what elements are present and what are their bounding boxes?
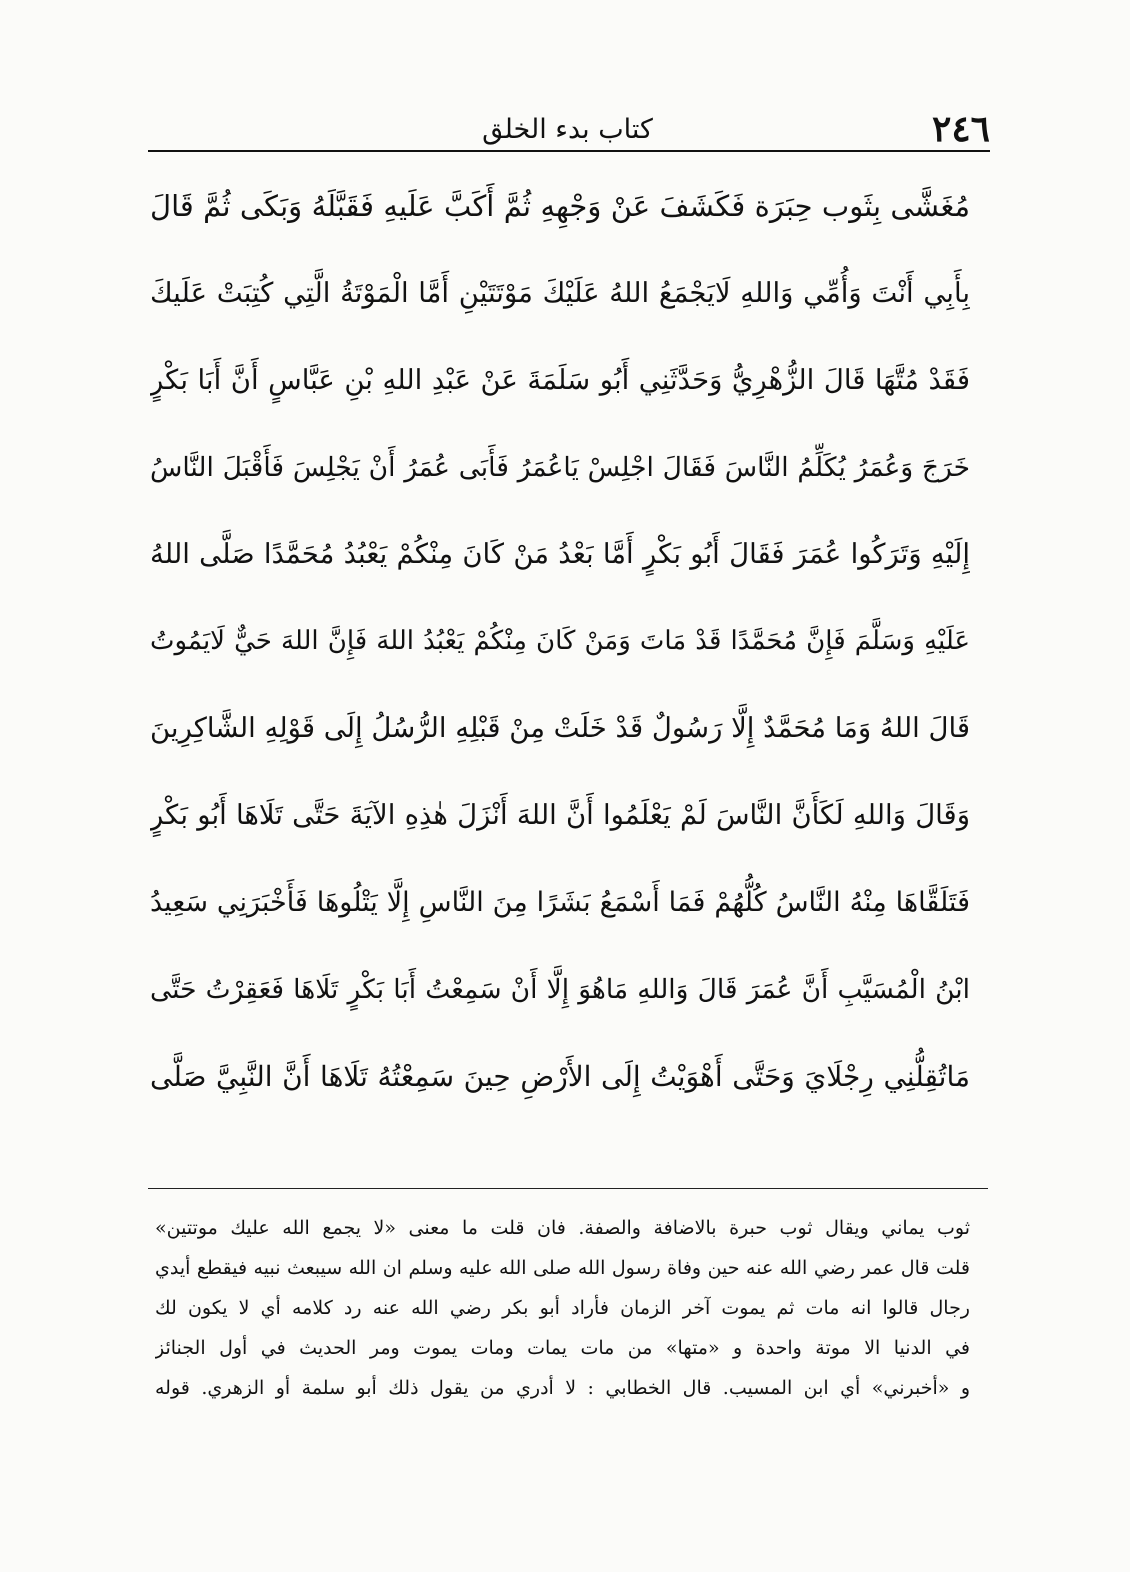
text-line: فَتَلَقَّاهَا مِنْهُ النَّاسُ كُلُّهُمْ فَمَا أَسْمَعُ بَشَرًا مِنَ النَّاسِ إِلَّا يَتْلُوهَا فَأَخْبَرَنِي سَعِيدُ (150, 887, 970, 918)
footnote-line: قلت قال عمر رضي الله عنه حين وفاة رسول الله صلى الله عليه وسلم ان الله سيبعث نبيه فيقطع أيدي (155, 1257, 970, 1279)
text-line: مُغَشَّى بِثَوب حِبَرَة فَكَشَفَ عَنْ وَجْهِهِ ثُمَّ أَكَبَّ عَلَيهِ فَقَبَّلَهُ وَبَكَى ثُمَّ قَالَ (150, 189, 970, 223)
main-text-block (150, 163, 970, 1120)
footnotes-block (155, 1208, 970, 1408)
text-line: وَقَالَ وَاللهِ لَكَأَنَّ النَّاسَ لَمْ يَعْلَمُوا أَنَّ اللهَ أَنْزَلَ هٰذِهِ الآيَةَ حَتَّى تَلَاهَا أَبُو بَكْرٍ (150, 799, 970, 831)
footnote-line: رجال قالوا انه مات ثم يموت آخر الزمان فأراد أبو بكر رضي الله عنه رد كلامه أي لا يكون لك (155, 1297, 970, 1319)
page-header (145, 108, 990, 150)
footnote-rule (148, 1188, 988, 1189)
header-rule (148, 150, 990, 152)
footnote-line: في الدنيا الا موتة واحدة و «متها» من مات يمات ومات يموت ومر الحديث في أول الجنائز (155, 1337, 970, 1359)
footnote-line: و «أخبرني» أي ابن المسيب. قال الخطابي : لا أدري من يقول ذلك أبو سلمة أو الزهري. قوله (155, 1377, 970, 1399)
text-line: إِلَيْهِ وَتَرَكُوا عُمَرَ فَقَالَ أَبُو بَكْرٍ أَمَّا بَعْدُ مَنْ كَانَ مِنْكُمْ يَعْبُدُ مُحَمَّدًا صَلَّى اللهُ (150, 538, 970, 570)
page-number: ٢٤٦ (931, 108, 990, 150)
text-line: خَرَجَ وَعُمَرُ يُكَلِّمُ النَّاسَ فَقَالَ اجْلِسْ يَاعُمَرُ فَأَبَى عُمَرُ أَنْ يَجْلِسَ فَأَقْبَلَ النَّاسُ (150, 452, 970, 483)
text-line: مَاتُقِلُّنِي رِجْلَايَ وَحَتَّى أَهْوَيْتُ إِلَى الأَرْضِ حِينَ سَمِعْتُهُ تَلَاهَا أَنَّ النَّبِيَّ صَلَّى (150, 1060, 970, 1093)
text-line: عَلَيْهِ وَسَلَّمَ فَإِنَّ مُحَمَّدًا قَدْ مَاتَ وَمَنْ كَانَ مِنْكُمْ يَعْبُدُ اللهَ فَإِنَّ اللهَ حَيٌّ لَايَمُوتُ (150, 626, 970, 656)
text-line: فَقَدْ مُتَّهَا قَالَ الزُّهْرِيُّ وَحَدَّثَنِي أَبُو سَلَمَةَ عَنْ عَبْدِ اللهِ بْنِ عَبَّاسٍ أَنَّ أَبَا بَكْرٍ (150, 364, 970, 396)
footnote-line: ثوب يماني ويقال ثوب حبرة بالاضافة والصفة. فان قلت ما معنى «لا يجمع الله عليك موتتين» (155, 1217, 970, 1239)
text-line: قَالَ اللهُ وَمَا مُحَمَّدٌ إِلَّا رَسُولٌ قَدْ خَلَتْ مِنْ قَبْلِهِ الرُّسُلُ إِلَى قَوْلِهِ الشَّاكِرِينَ (150, 712, 970, 744)
running-title: كتاب بدء الخلق (482, 114, 653, 145)
text-line: ابْنُ الْمُسَيَّبِ أَنَّ عُمَرَ قَالَ وَاللهِ مَاهُوَ إِلَّا أَنْ سَمِعْتُ أَبَا بَكْرٍ تَلَاهَا فَعَقِرْتُ حَتَّى (150, 974, 970, 1005)
text-line: بِأَبِي أَنْتَ وَأُمِّي وَاللهِ لَايَجْمَعُ اللهُ عَلَيْكَ مَوْتَتَيْنِ أَمَّا الْمَوْتَةُ الَّتِي كُتِبَتْ عَلَيكَ (150, 277, 970, 309)
